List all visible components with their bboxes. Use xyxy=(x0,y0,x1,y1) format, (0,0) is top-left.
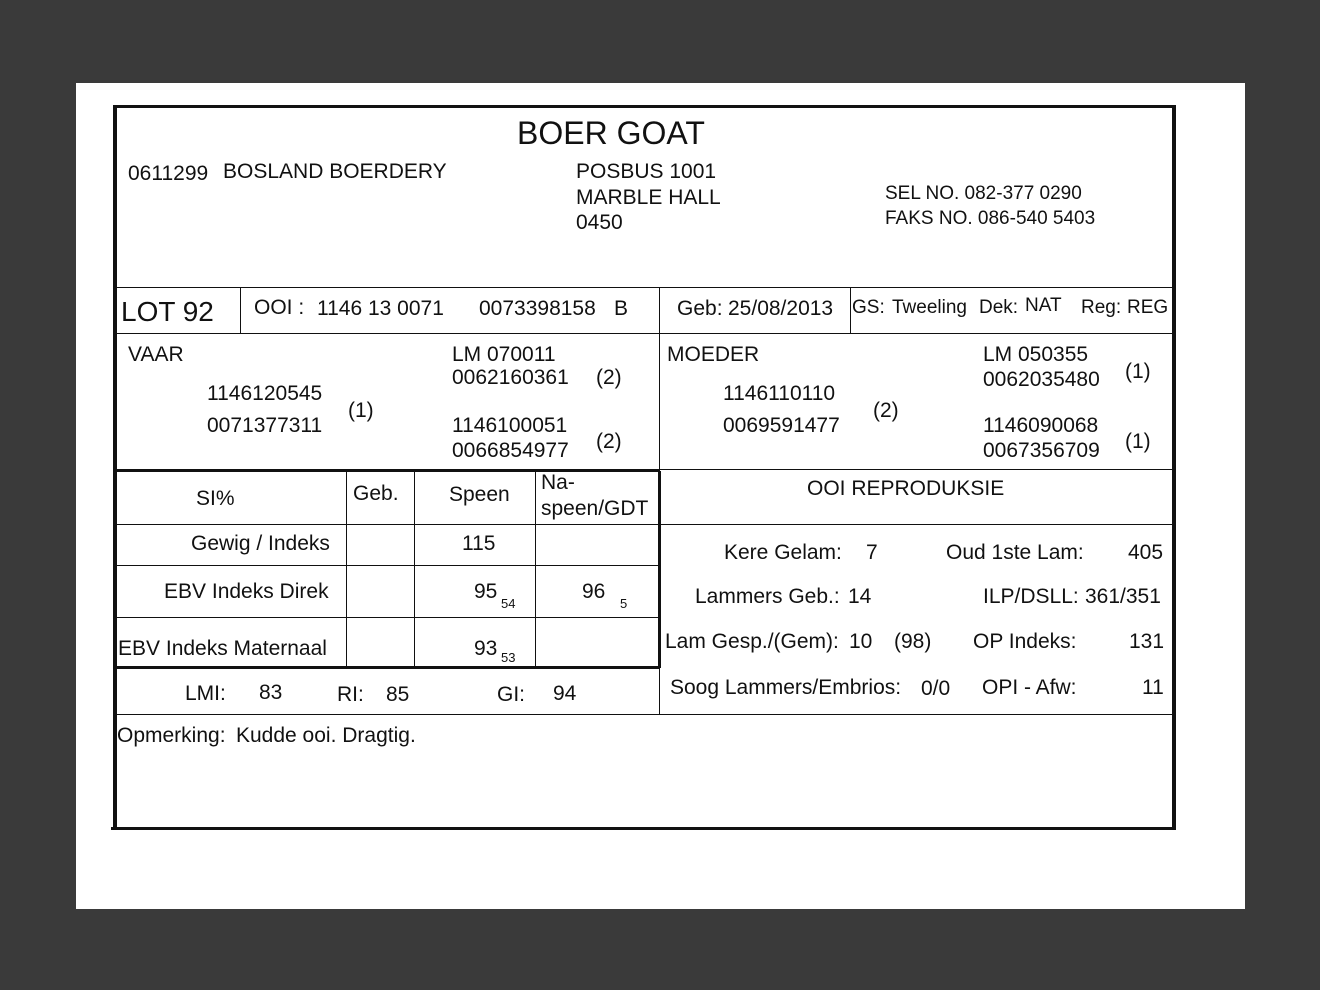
opi-label: OPI - Afw: xyxy=(982,676,1077,699)
moeder-sire-reg: 0062035480 xyxy=(983,368,1100,391)
divider-lot-ooi xyxy=(240,288,241,333)
divider-perf-row1 xyxy=(115,565,660,566)
address-line1: POSBUS 1001 xyxy=(576,160,717,183)
repro-title: OOI REPRODUKSIE xyxy=(807,477,1005,500)
divider-perf-header xyxy=(115,524,1173,525)
moeder-sire-id: LM 050355 xyxy=(983,343,1089,366)
op-value: 131 xyxy=(1129,630,1165,653)
perf-header-naspeen-1: Na- xyxy=(541,471,575,494)
vaar-sire-count: (2) xyxy=(596,366,622,389)
moeder-reg: 0069591477 xyxy=(723,414,840,437)
geb-label: Geb: xyxy=(677,297,723,320)
vaar-dam-id: 1146100051 xyxy=(452,414,568,437)
lmi-value: 83 xyxy=(259,681,283,704)
card-title: BOER GOAT xyxy=(517,115,705,151)
perf-row-speen-sub: 53 xyxy=(501,650,516,665)
ri-label: RI: xyxy=(337,683,364,706)
divider-perf-geb xyxy=(346,471,347,668)
oud-value: 405 xyxy=(1128,541,1164,564)
frame-left xyxy=(113,105,117,830)
soog-value: 0/0 xyxy=(921,677,951,700)
moeder-sire-count: (1) xyxy=(1125,360,1151,383)
frame-right xyxy=(1172,105,1176,830)
moeder-dam-id: 1146090068 xyxy=(983,414,1099,437)
ooi-grade: B xyxy=(614,297,629,320)
frame-bottom xyxy=(111,827,1174,830)
divider-pedigree-left xyxy=(115,469,660,472)
gesp-label: Lam Gesp./(Gem): xyxy=(665,630,839,653)
lammers-label: Lammers Geb.: xyxy=(695,585,840,608)
opi-value: 11 xyxy=(1142,676,1164,699)
perf-row-label: EBV Indeks Direk xyxy=(164,580,329,603)
divider-pedigree-right xyxy=(660,469,1173,470)
kere-value: 7 xyxy=(866,541,878,564)
perf-row-label: Gewig / Indeks xyxy=(191,532,330,555)
divider-geb-gs xyxy=(850,288,851,333)
op-label: OP Indeks: xyxy=(973,630,1077,653)
perf-row-label: EBV Indeks Maternaal xyxy=(118,637,327,660)
ooi-id: 1146 13 0071 xyxy=(317,297,444,320)
moeder-dam-reg: 0067356709 xyxy=(983,439,1100,462)
frame-top xyxy=(114,105,1176,108)
perf-row-speen: 115 xyxy=(462,532,496,555)
perf-header-geb: Geb. xyxy=(353,482,399,505)
divider-perf-bottom xyxy=(115,666,660,669)
ooi-label: OOI : xyxy=(254,296,305,319)
ri-value: 85 xyxy=(386,683,410,706)
divider-perf-naspeen xyxy=(535,471,536,668)
vaar-sire-id: LM 070011 xyxy=(452,343,556,366)
lot-number: LOT 92 xyxy=(121,296,214,327)
reg-value: REG xyxy=(1127,297,1169,318)
reg-label: Reg: xyxy=(1081,297,1122,318)
gs-value: Tweeling xyxy=(892,297,967,318)
oud-label: Oud 1ste Lam: xyxy=(946,541,1084,564)
vaar-dam-reg: 0066854977 xyxy=(452,439,569,462)
gesp-avg: (98) xyxy=(894,630,932,653)
perf-row-naspeen-sub: 5 xyxy=(620,596,628,611)
vaar-sire-reg: 0062160361 xyxy=(452,366,569,389)
address-line3: 0450 xyxy=(576,211,623,234)
vaar-label: VAAR xyxy=(128,343,184,366)
divider-lot xyxy=(115,333,1173,334)
gs-label: GS: xyxy=(852,297,885,318)
perf-row-speen: 93 xyxy=(474,637,498,660)
moeder-id: 1146110110 xyxy=(723,382,836,405)
gi-label: GI: xyxy=(497,683,526,706)
ooi-reg: 0073398158 xyxy=(479,297,596,320)
divider-perf-row2 xyxy=(115,617,660,618)
fax-number: FAKS NO. 086-540 5403 xyxy=(885,208,1096,229)
address-line2: MARBLE HALL xyxy=(576,186,721,209)
divider-perf-speen xyxy=(414,471,415,668)
remark-text: Kudde ooi. Dragtig. xyxy=(236,724,416,747)
lmi-label: LMI: xyxy=(185,682,226,705)
divider-perf-right xyxy=(658,471,661,668)
geb-date: 25/08/2013 xyxy=(728,297,834,320)
perf-header-speen: Speen xyxy=(449,483,510,506)
phone-number: SEL NO. 082-377 0290 xyxy=(885,183,1082,204)
gi-value: 94 xyxy=(553,682,577,705)
divider-remark xyxy=(115,714,1173,715)
ilp-value: 361/351 xyxy=(1085,585,1161,608)
vaar-id: 1146120545 xyxy=(207,382,323,405)
perf-header-si: SI% xyxy=(196,487,235,510)
divider-header xyxy=(115,287,1173,288)
moeder-dam-count: (1) xyxy=(1125,430,1151,453)
perf-row-naspeen: 96 xyxy=(582,580,606,603)
vaar-dam-count: (2) xyxy=(596,430,622,453)
gesp-value: 10 xyxy=(849,630,873,653)
ilp-label: ILP/DSLL: xyxy=(983,585,1079,608)
vaar-reg: 0071377311 xyxy=(207,414,323,437)
perf-row-speen: 95 xyxy=(474,580,498,603)
kere-label: Kere Gelam: xyxy=(724,541,842,564)
perf-row-speen-sub: 54 xyxy=(501,596,516,611)
moeder-label: MOEDER xyxy=(667,343,760,366)
lammers-value: 14 xyxy=(848,585,872,608)
soog-label: Soog Lammers/Embrios: xyxy=(670,676,902,699)
owner-code: 0611299 xyxy=(128,162,209,185)
dek-label: Dek: xyxy=(979,297,1019,318)
vaar-count: (1) xyxy=(348,399,374,422)
remark-label: Opmerking: xyxy=(117,724,226,747)
moeder-count: (2) xyxy=(873,399,899,422)
dek-value: NAT xyxy=(1025,295,1062,316)
perf-header-naspeen-2: speen/GDT xyxy=(541,497,649,520)
owner-name: BOSLAND BOERDERY xyxy=(223,160,447,183)
